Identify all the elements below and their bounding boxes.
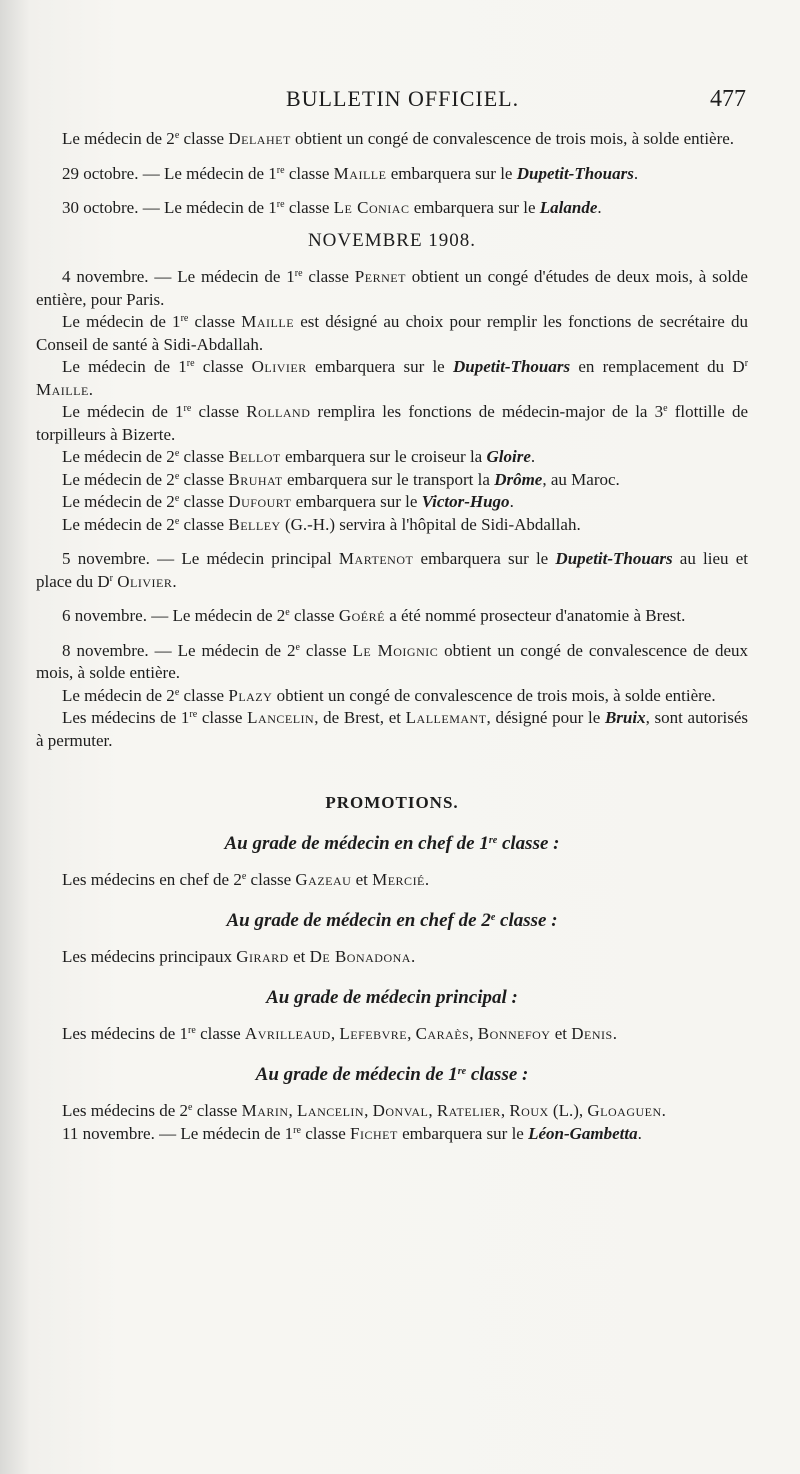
person-name: Delahet bbox=[228, 129, 291, 148]
grade-heading-principal: Au grade de médecin principal : bbox=[266, 986, 518, 1008]
paragraph-bellot: Le médecin de 2e classe Bellot embarquera sur le croiseur la Gloire. bbox=[62, 447, 536, 466]
paragraph-dufourt: Le médecin de 2e classe Dufourt embarquera sur le Victor-Hugo. bbox=[62, 492, 514, 511]
paragraph-8-novembre: 8 novembre. — Le médecin de 2e classe Le Moignic obtient un congé de convalescence de deux mois, à solde entière. bbox=[36, 640, 748, 682]
running-head: BULLETIN OFFICIEL. bbox=[286, 86, 520, 111]
promotion-chef-2e: Les médecins principaux Girard et De Bonadona. bbox=[62, 947, 416, 966]
month-heading: NOVEMBRE 1908. bbox=[307, 229, 477, 251]
paragraph-4-novembre: 4 novembre. — Le médecin de 1re classe Pernet obtient un congé d'études de deux mois, à solde entière, pour Paris. bbox=[36, 267, 748, 309]
paragraph-6-novembre: 6 novembre. — Le médecin de 2e classe Goéré a été nommé prosecteur d'anatomie à Brest. bbox=[62, 606, 686, 625]
person-name: Maille bbox=[333, 163, 387, 183]
paragraph-11-novembre: 11 novembre. — Le médecin de 1re classe Fichet embarquera sur le Léon-Gambetta. bbox=[62, 1123, 642, 1143]
promotion-principal: Les médecins de 1re classe Avrilleaud, Lefebvre, Caraès, Bonnefoy et Denis. bbox=[62, 1024, 617, 1043]
promotion-chef-1re: Les médecins en chef de 2e classe Gazeau et Mercié. bbox=[62, 870, 430, 889]
grade-heading-chef-1re: Au grade de médecin en chef de 1re classe : bbox=[224, 832, 560, 854]
paragraph-5-novembre: 5 novembre. — Le médecin principal Martenot embarquera sur le Dupetit-Thouars au lieu et place du $D^r$ Olivier. bbox=[36, 549, 748, 591]
paragraph-bruhat: Le médecin de 2e classe Bruhat embarquera sur le transport la Drôme, au Maroc. bbox=[62, 469, 620, 489]
paragraph-lancelin: Les médecins de 1re classe Lancelin, de Brest, et Lallemant, désigné pour le Bruix, sont autorisés à permuter. bbox=[36, 708, 748, 750]
promotion-1re: Les médecins de 2e classe Marin, Lancelin, Donval, Ratelier, Roux (L.), Gloaguen. bbox=[62, 1101, 666, 1120]
paragraph-29-octobre: 29 octobre. — Le médecin de 1re classe Maille embarquera sur le Dupetit-Thouars. bbox=[62, 163, 639, 183]
paragraph-belley: Le médecin de 2e classe Belley (G.-H.) servira à l'hôpital de Sidi-Abdallah. bbox=[62, 514, 581, 534]
ship-name: Lalande bbox=[539, 198, 598, 217]
page-header bbox=[36, 86, 750, 122]
paragraph-maille: Le médecin de 1re classe Maille est désigné au choix pour remplir les fonctions de secrétaire du Conseil de santé à Sidi-Abdallah. bbox=[36, 312, 748, 354]
grade-heading-chef-2e: Au grade de médecin en chef de 2e classe : bbox=[226, 909, 558, 931]
paragraph-olivier: Le médecin de 1re classe Olivier embarquera sur le Dupetit-Thouars en remplacement du $D^r$ Maille. bbox=[36, 357, 749, 399]
grade-heading-1re: Au grade de médecin de 1re classe : bbox=[255, 1063, 529, 1085]
person-name: Le Coniac bbox=[333, 198, 410, 217]
ship-name: Dupetit-Thouars bbox=[516, 163, 634, 183]
paragraph-delahet: Le médecin de 2e classe Delahet obtient un congé de convalescence de trois mois, à solde entière. bbox=[62, 129, 735, 148]
paragraph-rolland: Le médecin de 1re classe Rolland remplira les fonctions de médecin-major de la 3e flottille de torpilleurs à Bizerte. bbox=[36, 402, 748, 444]
promotions-heading: PROMOTIONS. bbox=[325, 793, 459, 812]
page-number: 477 bbox=[710, 86, 746, 112]
paragraph-plazy: Le médecin de 2e classe Plazy obtient un congé de convalescence de trois mois, à solde entière. bbox=[62, 685, 716, 705]
paragraph-30-octobre: 30 octobre. — Le médecin de 1re classe Le Coniac embarquera sur le Lalande. bbox=[62, 198, 602, 217]
page-body bbox=[36, 128, 748, 1145]
